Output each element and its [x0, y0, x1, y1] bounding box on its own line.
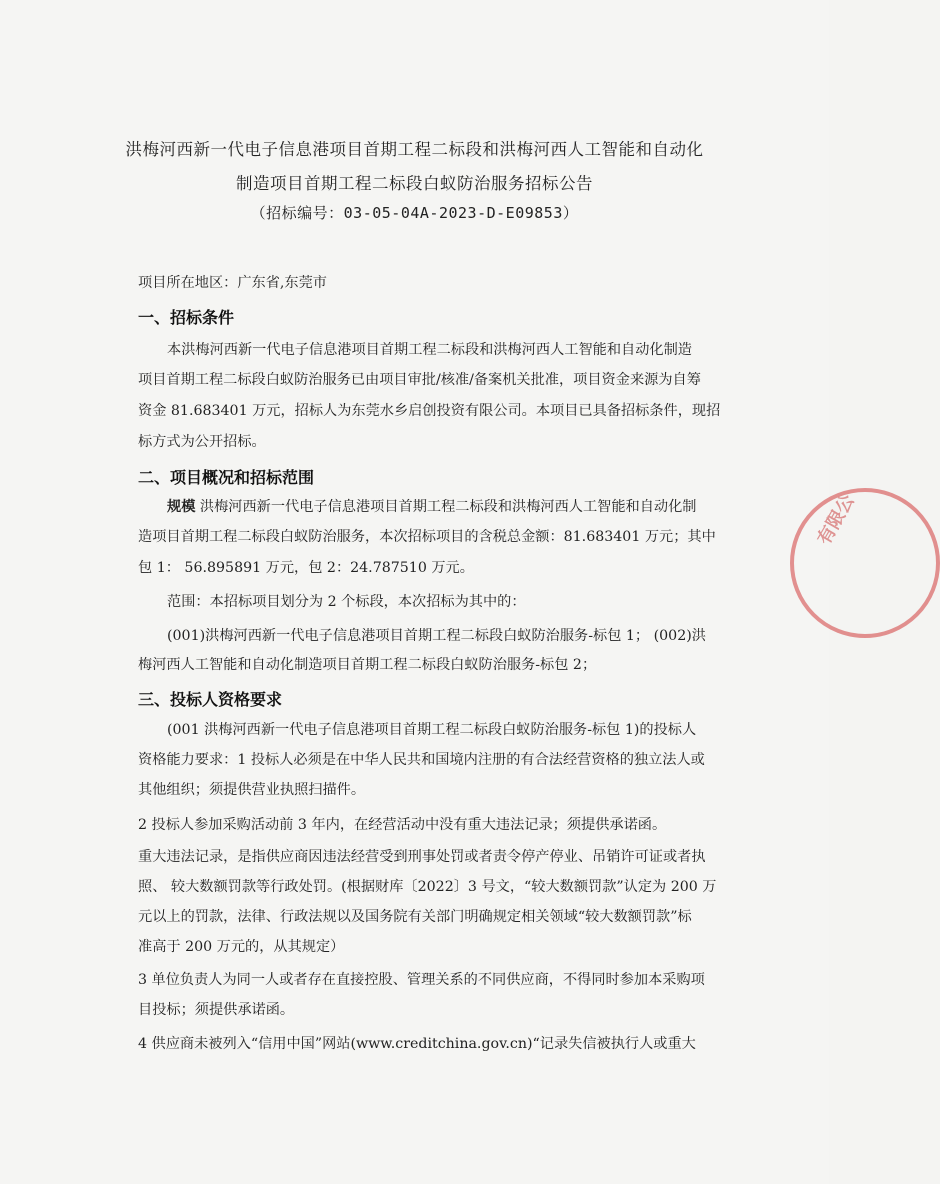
scale-line: 造项目首期工程二标段白蚁防治服务，本次招标项目的含税总金额：81.683401 万元；其中	[138, 529, 716, 545]
requirement-line: 其他组织；须提供营业执照扫描件。	[138, 782, 366, 798]
violation-line: 重大违法记录，是指供应商因违法经营受到刑事处罚或者责令停产停业、吊销许可证或者执	[138, 849, 706, 865]
violation-line: 准高于 200 万元的，从其规定）	[138, 939, 345, 955]
requirement-line: (001 洪梅河西新一代电子信息港项目首期工程二标段白蚁防治服务-标包 1)的投标人	[167, 722, 697, 738]
violation-line: 照、 较大数额罚款等行政处罚。(根据财库〔2022〕3 号文，“较大数额罚款”认定为 200 万	[138, 879, 717, 895]
title-line-1: 洪梅河西新一代电子信息港项目首期工程二标段和洪梅河西人工智能和自动化	[125, 140, 704, 159]
section-1-line: 项目首期工程二标段白蚁防治服务已由项目审批/核准/备案机关批准，项目资金来源为自筹	[138, 372, 701, 388]
section-3-heading: 三、投标人资格要求	[138, 690, 283, 709]
requirement-item-4: 4 供应商未被列入“信用中国”网站(www.creditchina.gov.cn)“记录失信被执行人或重大	[138, 1036, 696, 1052]
scale-line: 包 1： 56.895891 万元，包 2：24.787510 万元。	[138, 560, 474, 576]
tender-code: （招标编号：03-05-04A-2023-D-E09853）	[250, 204, 579, 222]
lot-line: (001)洪梅河西新一代电子信息港项目首期工程二标段白蚁防治服务-标包 1； (002)洪	[167, 628, 706, 644]
scope-text: 范围：本招标项目划分为 2 个标段，本次招标为其中的：	[167, 594, 526, 610]
requirement-item-3: 3 单位负责人为同一人或者存在直接控股、管理关系的不同供应商，不得同时参加本采购项	[138, 972, 705, 988]
company-seal	[790, 488, 940, 638]
requirement-line: 资格能力要求：1 投标人必须是在中华人民共和国境内注册的有合法经营资格的独立法人或	[138, 752, 705, 768]
violation-line: 元以上的罚款，法律、行政法规以及国务院有关部门明确规定相关领域“较大数额罚款”标	[138, 909, 692, 925]
scale-line	[167, 497, 698, 517]
title-line-2: 制造项目首期工程二标段白蚁防治服务招标公告	[236, 174, 593, 193]
section-1-line: 本洪梅河西新一代电子信息港项目首期工程二标段和洪梅河西人工智能和自动化制造	[167, 342, 692, 358]
requirement-item-2: 2 投标人参加采购活动前 3 年内，在经营活动中没有重大违法记录；须提供承诺函。	[138, 817, 667, 833]
section-1-heading: 一、招标条件	[138, 308, 235, 327]
requirement-item-3: 目投标；须提供承诺函。	[138, 1002, 295, 1018]
section-1-line: 标方式为公开招标。	[138, 434, 266, 450]
lot-line: 梅河西人工智能和自动化制造项目首期工程二标段白蚁防治服务-标包 2；	[138, 657, 597, 673]
section-2-heading: 二、项目概况和招标范围	[138, 468, 315, 487]
scale-text: 洪梅河西新一代电子信息港项目首期工程二标段和洪梅河西人工智能和自动化制	[199, 499, 697, 515]
scale-label: 规模	[167, 499, 196, 515]
section-1-line: 资金 81.683401 万元，招标人为东莞水乡启创投资有限公司。本项目已具备招标条件，现招	[138, 403, 721, 419]
company-seal-text: 有限公	[813, 491, 859, 549]
project-region: 项目所在地区：广东省,东莞市	[138, 275, 327, 291]
